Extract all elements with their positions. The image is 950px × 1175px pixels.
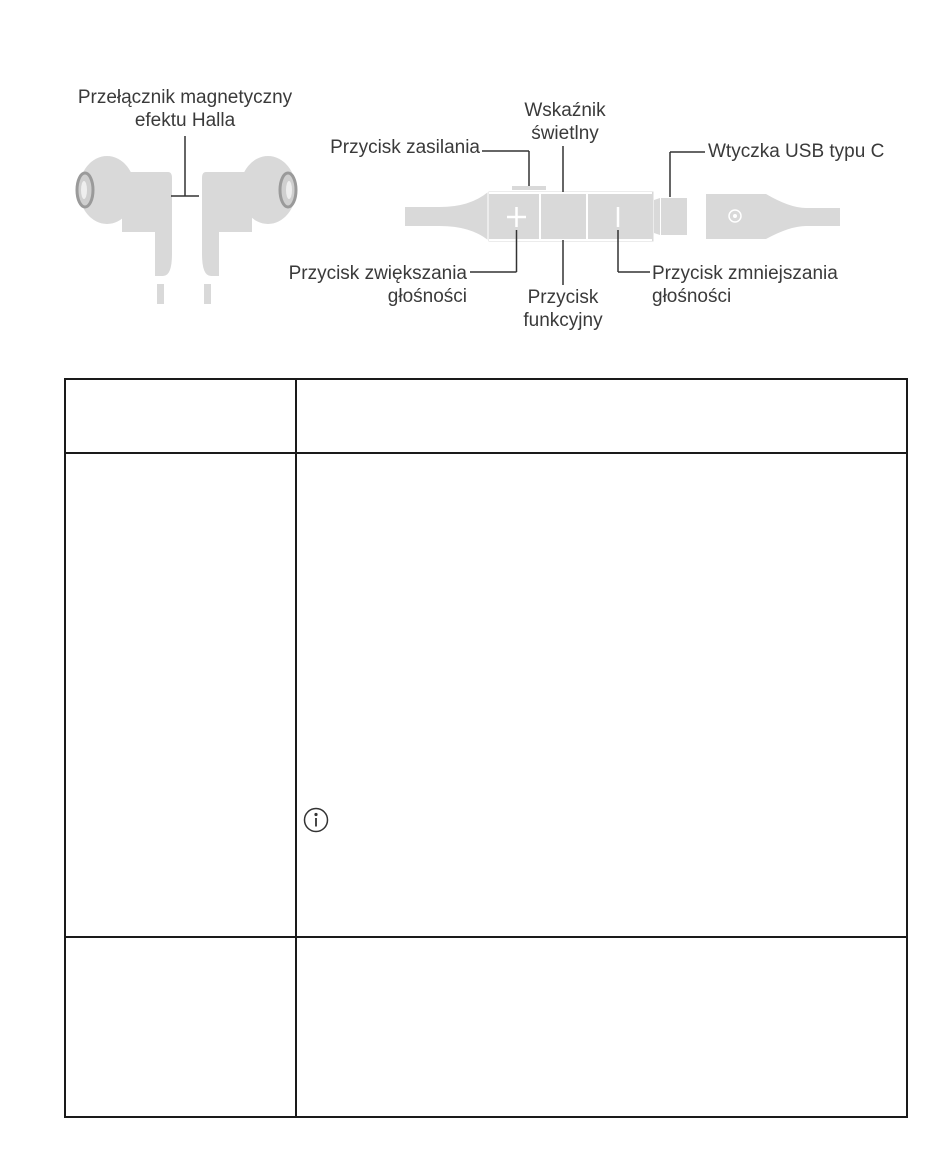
label-hall-switch xyxy=(60,86,310,132)
label-function-button-line1: Przycisk xyxy=(527,287,599,308)
label-volume-up-line1: Przycisk zwiększania xyxy=(288,263,467,284)
remote-control xyxy=(405,186,687,242)
label-indicator-light xyxy=(500,99,630,145)
info-icon xyxy=(303,807,329,833)
label-hall-switch-line1: Przełącznik magnetyczny xyxy=(77,87,293,108)
label-indicator-light-line1: Wskaźnik xyxy=(524,100,606,121)
label-volume-down-line2: głośności xyxy=(652,286,732,307)
label-volume-down-line1: Przycisk zmniejszania xyxy=(652,263,838,284)
label-volume-up-line2: głośności xyxy=(387,286,467,307)
left-earbud xyxy=(77,156,172,304)
label-hall-switch-line2: efektu Halla xyxy=(134,110,236,131)
label-function-button-line2: funkcyjny xyxy=(523,310,603,331)
label-volume-up xyxy=(240,262,467,308)
label-usb-c-plug: Wtyczka USB typu C xyxy=(708,141,885,162)
table-row xyxy=(66,380,906,452)
label-indicator-light-line2: świetlny xyxy=(531,123,599,144)
table-row xyxy=(66,936,906,1120)
table-row xyxy=(66,452,906,936)
label-volume-down xyxy=(652,262,838,308)
usb-c-plug-illustration xyxy=(706,194,840,239)
label-power-button: Przycisk zasilania xyxy=(330,137,480,158)
spec-table xyxy=(64,378,908,1118)
label-function-button xyxy=(508,286,618,332)
product-diagram xyxy=(0,0,950,360)
